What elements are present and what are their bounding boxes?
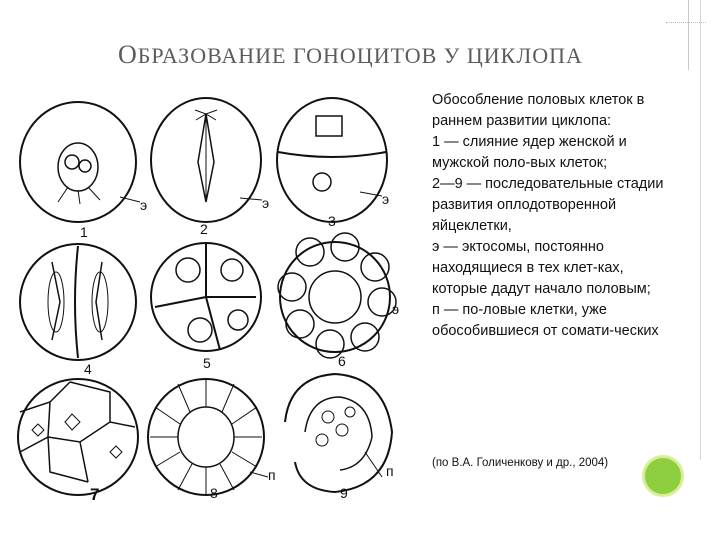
title-initial: О bbox=[118, 40, 138, 69]
stage-label: 8 bbox=[210, 485, 218, 501]
stage-7-drawing bbox=[18, 379, 138, 495]
frame-dots bbox=[666, 22, 706, 23]
stage-label: 2 bbox=[200, 221, 208, 237]
decorative-circle bbox=[642, 455, 684, 497]
stage-1-drawing bbox=[20, 102, 140, 222]
stage-label: 3 bbox=[328, 213, 336, 229]
frame-line bbox=[688, 0, 689, 70]
stage-label: 4 bbox=[84, 361, 92, 377]
germ-cell-label: п bbox=[268, 467, 276, 483]
stage-label: 1 bbox=[80, 224, 88, 240]
frame-line bbox=[700, 0, 701, 460]
stage-label: 5 bbox=[203, 355, 211, 371]
ectosome-label: э bbox=[262, 195, 270, 211]
description-text: Обособление половых клеток в раннем развитии циклопа: 1 — слияние ядер женской и мужской поло-вых клеток; 2—9 — последовательные стадии развития оплодотворенной яйцеклетки, э — эктосомы, постоянно находящиеся в тех клет-ках, которые дадут начало половым; п — по-ловые клетки, уже обособившиеся от сомати-ческих bbox=[432, 92, 664, 339]
slide-title bbox=[118, 40, 583, 70]
stage-6-drawing bbox=[278, 233, 396, 358]
stage-4-drawing bbox=[20, 244, 136, 360]
ectosome-label: э bbox=[140, 197, 148, 213]
ectosome-label: э bbox=[392, 301, 400, 317]
stage-2-drawing bbox=[151, 98, 262, 222]
source-citation: (по В.А. Голиченкову и др., 2004) bbox=[432, 457, 609, 469]
stage-3-drawing bbox=[277, 98, 390, 222]
stage-5-drawing bbox=[151, 243, 261, 351]
stage-label: 6 bbox=[338, 353, 346, 369]
ectosome-label: э bbox=[382, 191, 390, 207]
stage-9-drawing bbox=[285, 374, 392, 492]
stage-8-drawing bbox=[148, 379, 268, 495]
stage-label: 7 bbox=[90, 485, 100, 504]
cyclops-development-figure bbox=[10, 92, 415, 522]
germ-cell-label: п bbox=[386, 463, 394, 479]
stage-label: 9 bbox=[340, 485, 348, 501]
title-rest: БРАЗОВАНИЕ ГОНОЦИТОВ У ЦИКЛОПА bbox=[137, 43, 583, 68]
